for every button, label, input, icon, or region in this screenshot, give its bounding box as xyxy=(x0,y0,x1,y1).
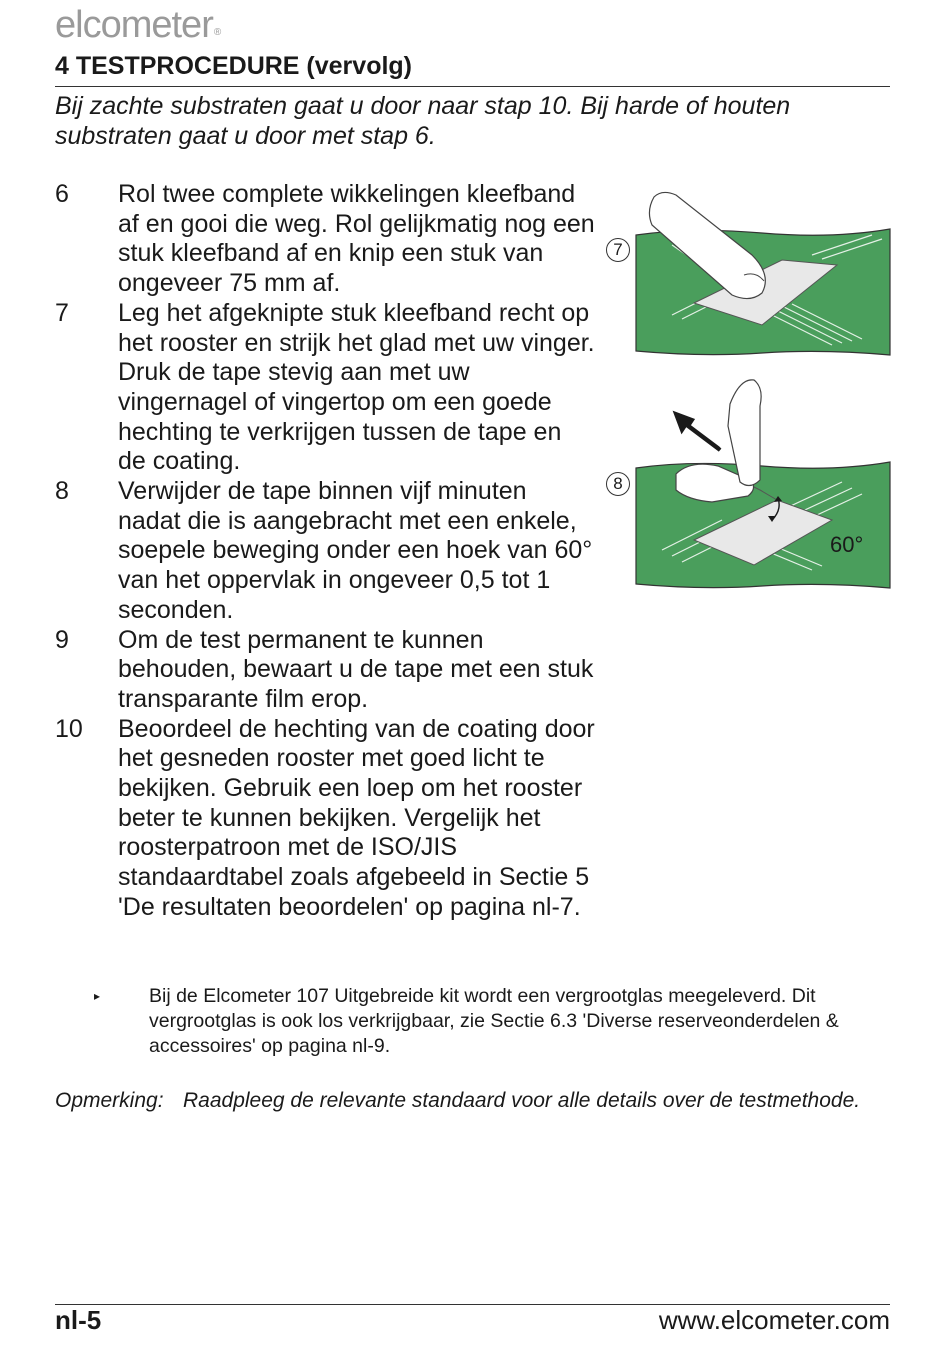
bullet-arrow-icon: ▸ xyxy=(94,989,101,1003)
page-number: nl-5 xyxy=(55,1305,102,1335)
elcometer-logo xyxy=(55,4,220,47)
step-number: 9 xyxy=(55,625,69,654)
pull-arrow-icon xyxy=(676,414,720,450)
step-9 xyxy=(55,626,595,715)
website-link[interactable]: www.elcometer.com xyxy=(658,1305,890,1335)
magnifier-note xyxy=(94,984,894,1059)
heading-rule xyxy=(55,86,890,87)
step-number: 6 xyxy=(55,180,69,208)
remark-label: Opmerking: xyxy=(55,1089,164,1112)
step-number: 7 xyxy=(55,298,69,327)
step-text: Verwijder de tape binnen vijf minuten nadat die is aangebracht met een enkele, soepele beweging onder een hoek van 60° van het oppervlak in ongeveer 0,5 tot 1 seconden. xyxy=(118,477,593,624)
angle-label: 60° xyxy=(830,532,864,557)
figure-8-remove-tape xyxy=(632,370,894,592)
step-number: 10 xyxy=(55,714,83,743)
step-text: Om de test permanent te kunnen behouden, bewaart u de tape met een stuk transparante film erop. xyxy=(118,625,594,713)
intro-text: Bij zachte substraten gaat u door naar stap 10. Bij harde of houten substraten gaat u door met stap 6. xyxy=(55,92,791,150)
magnifier-note-text: Bij de Elcometer 107 Uitgebreide kit wordt een vergrootglas meegeleverd. Dit vergrootglas is ook los verkrijgbaar, zie Sectie 6.3 'Diverse reserveonderdelen & accessoires' op pagina nl-9. xyxy=(149,985,839,1057)
step-number: 8 xyxy=(55,477,69,506)
remark xyxy=(55,1088,895,1114)
step-10 xyxy=(55,715,595,923)
figure-7-apply-tape xyxy=(632,185,894,360)
step-text: Leg het afgeknipte stuk kleefband recht op het rooster en strijk het glad met uw vinger. Druk de tape stevig aan met uw vingernagel of vingertop om een goede hechting te verkrijgen tussen de tape en de coating. xyxy=(118,298,595,476)
remark-text: Raadpleeg de relevante standaard voor alle details over de testmethode. xyxy=(183,1089,861,1112)
step-text: Beoordeel de hechting van de coating door het gesneden rooster met goed licht te bekijken. Gebruik een loep om het rooster beter te kunnen bekijken. Vergelijk het roosterpatroon met de ISO/JIS standaardtabel zoals afgebeeld in Sectie 5 'De resultaten beoordelen' op pagina nl-7. xyxy=(118,714,595,921)
step-7 xyxy=(55,299,595,477)
steps-list xyxy=(55,180,595,923)
section-heading: 4 TESTPROCEDURE (vervolg) xyxy=(55,52,413,80)
step-6 xyxy=(55,180,595,299)
step-8 xyxy=(55,477,595,626)
logo-text: elcometer xyxy=(55,4,213,46)
step-text: Rol twee complete wikkelingen kleefband af en gooi die weg. Rol gelijkmatig nog een stuk kleefband af en knip een stuk van ongeveer 75 mm af. xyxy=(118,180,595,298)
registered-mark: ® xyxy=(213,27,221,38)
figure-7-marker: 7 xyxy=(606,238,630,262)
figure-8-marker: 8 xyxy=(606,472,630,496)
